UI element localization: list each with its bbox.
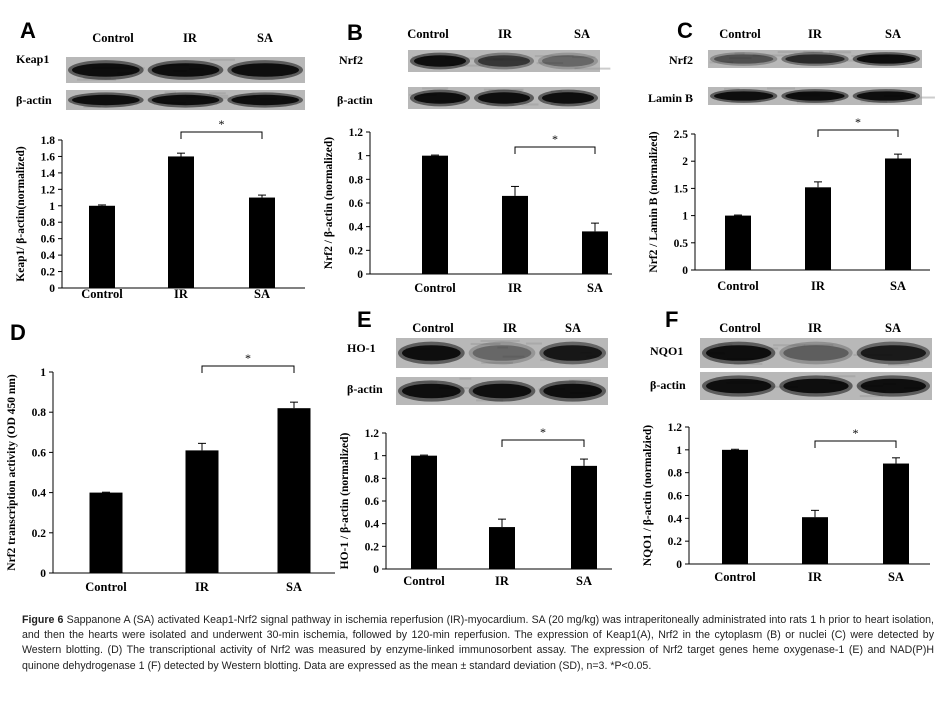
panel-e-x-tick-label: IR (495, 574, 509, 588)
panel-f-y-tick-label: 1 (676, 444, 682, 457)
figure-caption (22, 613, 934, 674)
panel-e-y-tick-label: 0.6 (364, 496, 379, 508)
panel-d (6, 320, 335, 594)
panel-e-bar (571, 466, 597, 569)
panel-a-y-tick-label: 0 (49, 283, 55, 295)
panel-b-blot-label: β-actin (337, 93, 373, 107)
panel-a-y-tick-label: 1.6 (40, 151, 55, 164)
caption-text: Sappanone A (SA) activated Keap1-Nrf2 signal pathway in ischemia reperfusion (IR)-myocardium. SA (20 mg/kg) was intraperitoneally administrated into rats 1 h prior to heart isolation, and then the hearts were isolated and underwent 30-min ischemia, followed by 120-min reperfusion. The expression of Keap1(A), Nrf2 in the cytoplasm (B) or nuclei (C) were detected by Western blotting. (D) The transcriptional activity of Nrf2 was measured by enzyme-linked immunosorbent assay. The expression of Nrf2 target genes heme oxygenase-1 (E) and NAD(P)H quinone dehydrogenase 1 (F) detected by Western blotting. Data are expressed as the mean ± standard deviation (SD), n=3. *P<0.05. (22, 614, 934, 672)
panel-e-wb-band (543, 384, 602, 399)
panel-e-wb-band (473, 384, 532, 399)
panel-e-y-tick-label: 0.2 (364, 541, 379, 554)
panel-a-y-tick-label: 0.2 (40, 266, 55, 279)
panel-e-wb-band (402, 384, 461, 399)
panel-a-y-tick-label: 0.4 (40, 250, 55, 263)
panel-b-y-tick-label: 1 (357, 150, 363, 163)
panel-f-y-tick-label: 0.8 (667, 467, 682, 480)
panel-c-significance-bracket (818, 130, 898, 137)
panel-e-wb-band (543, 345, 602, 361)
panel-a-lane-label: IR (183, 31, 197, 45)
panel-c-bar (805, 187, 831, 270)
panel-d-x-tick-label: Control (85, 580, 127, 594)
panel-f-blot-label: β-actin (650, 378, 686, 392)
panel-c-lane-label: SA (885, 27, 901, 41)
panel-f (642, 307, 932, 584)
panel-d-y-tick-label: 1 (40, 367, 46, 379)
panel-e-lane-label: SA (565, 321, 581, 335)
panel-a-y-tick-label: 0.8 (40, 217, 55, 230)
panel-a-wb-noise (209, 92, 226, 94)
panel-b-y-tick-label: 0.4 (348, 221, 363, 234)
panel-b-y-tick-label: 0 (357, 269, 363, 281)
panel-b-bar (502, 196, 528, 274)
panel-a-significance-label: * (218, 117, 225, 131)
panel-a-letter: A (20, 18, 36, 43)
panel-d-y-tick-label: 0.2 (31, 527, 46, 540)
panel-e-y-tick-label: 0.8 (364, 473, 379, 486)
panel-c-x-tick-label: SA (890, 279, 906, 293)
panel-a-bar (89, 206, 115, 288)
panel-c-wb-band (714, 91, 773, 100)
panel-c-y-tick-label: 1.5 (673, 183, 688, 196)
panel-b-y-tick-label: 0.8 (348, 174, 363, 187)
panel-a-y-tick-label: 0.6 (40, 233, 55, 246)
panel-b-bar (582, 231, 608, 274)
panel-e-wb-band (402, 345, 461, 361)
panel-e-bar (489, 527, 515, 569)
panel-b-wb-band (542, 55, 594, 66)
panel-f-wb-band (783, 379, 848, 394)
panel-e-y-axis-label: HO-1 / β-actin (normalized) (339, 432, 351, 570)
panel-b-y-tick-label: 0.2 (348, 245, 363, 258)
panel-b-wb-band (478, 55, 530, 66)
panel-f-y-tick-label: 0 (676, 559, 682, 571)
panel-d-bar (278, 408, 311, 573)
panel-f-lane-label: SA (885, 321, 901, 335)
panel-a-y-tick-label: 1 (49, 200, 55, 213)
panel-b-significance-label: * (552, 132, 558, 146)
panel-f-y-tick-label: 0.6 (667, 490, 682, 503)
panel-e-blot-label: β-actin (347, 382, 383, 396)
panel-e-y-tick-label: 1 (373, 450, 379, 463)
panel-c-wb-band (785, 54, 844, 63)
panel-d-bar (90, 493, 123, 573)
panel-c-y-tick-label: 2 (682, 156, 688, 169)
panel-b-lane-label: IR (498, 27, 512, 41)
panel-c-bar (725, 216, 751, 270)
panel-c-wb-band (714, 54, 773, 63)
panel-d-y-tick-label: 0.6 (31, 447, 46, 460)
panel-a-lane-label: SA (257, 31, 273, 45)
panel-b-significance-bracket (515, 147, 595, 154)
panel-a (15, 18, 305, 301)
panel-c-blot-label: Lamin B (648, 91, 694, 105)
panel-c-y-tick-label: 0.5 (673, 237, 688, 250)
panel-e-y-tick-label: 0 (373, 564, 379, 576)
panel-c-wb-band (857, 91, 916, 100)
panel-f-lane-label: Control (719, 321, 761, 335)
panel-a-lane-label: Control (92, 31, 134, 45)
panel-b-x-tick-label: Control (414, 281, 456, 295)
panel-b-lane-label: SA (574, 27, 590, 41)
panel-d-significance-label: * (245, 351, 251, 365)
panel-d-x-tick-label: SA (286, 580, 302, 594)
panel-f-y-tick-label: 0.4 (667, 513, 682, 526)
panel-f-y-tick-label: 1.2 (667, 422, 682, 434)
panel-c-wb-band (857, 54, 916, 63)
panel-b-x-tick-label: SA (587, 281, 603, 295)
panel-a-y-tick-label: 1.8 (40, 135, 55, 147)
panel-b-wb-band (414, 92, 466, 103)
panel-f-wb-band (861, 379, 926, 394)
panel-f-x-tick-label: IR (808, 570, 822, 584)
panel-f-lane-label: IR (808, 321, 822, 335)
panel-a-bar (249, 198, 275, 288)
panel-b-y-tick-label: 0.6 (348, 198, 363, 210)
panel-e-wb-noise (459, 378, 471, 380)
panel-a-y-axis-label: Keap1/ β-actin(normalized) (15, 146, 27, 282)
panel-e-significance-bracket (502, 440, 584, 447)
panel-c-y-axis-label: Nrf2 / Lamin B (normalized) (648, 131, 660, 273)
panel-c-y-tick-label: 2.5 (673, 129, 688, 141)
panel-e-bar (411, 456, 437, 569)
panel-f-blot-label: NQO1 (650, 344, 684, 358)
panel-f-letter: F (665, 307, 679, 332)
panel-c-bar (885, 158, 911, 270)
panel-b-wb-band (414, 55, 466, 66)
panel-a-significance-bracket (181, 132, 262, 139)
panel-a-wb-band (231, 63, 299, 77)
panel-b-y-tick-label: 1.2 (348, 127, 363, 139)
panel-f-wb-band (706, 345, 771, 361)
panel-b-y-axis-label: Nrf2 / β-actin (normalized) (323, 136, 335, 270)
panel-c-blot-label: Nrf2 (669, 53, 693, 67)
panel-d-letter: D (10, 320, 26, 345)
panel-e-letter: E (357, 307, 372, 332)
panel-a-wb-band (152, 63, 220, 77)
caption-label: Figure 6 (22, 614, 64, 626)
panel-c-lane-label: Control (719, 27, 761, 41)
panel-e-x-tick-label: Control (403, 574, 445, 588)
panel-f-bar (883, 464, 909, 564)
panel-a-y-tick-label: 1.2 (40, 184, 55, 197)
panel-b-bar (422, 156, 448, 274)
panel-e-y-tick-label: 0.4 (364, 518, 379, 531)
panel-d-y-tick-label: 0 (40, 568, 46, 580)
panel-e-significance-label: * (540, 425, 546, 439)
panel-a-wb-band (152, 95, 220, 105)
panel-f-y-tick-label: 0.2 (667, 536, 682, 549)
panel-f-significance-bracket (815, 441, 896, 448)
panel-a-wb-band (231, 95, 299, 105)
panel-c-significance-label: * (855, 115, 861, 129)
panel-a-wb-band (72, 63, 140, 77)
panel-c-x-tick-label: IR (811, 279, 825, 293)
panel-a-x-tick-label: IR (174, 287, 188, 301)
panel-d-x-tick-label: IR (195, 580, 209, 594)
panel-d-y-tick-label: 0.8 (31, 407, 46, 420)
panel-b-lane-label: Control (407, 27, 449, 41)
panel-b (323, 20, 612, 295)
panel-f-bar (722, 450, 748, 564)
panel-c-letter: C (677, 18, 693, 43)
panel-e-wb-noise (526, 343, 542, 345)
panel-a-x-tick-label: SA (254, 287, 270, 301)
panel-e-lane-label: Control (412, 321, 454, 335)
panel-d-significance-bracket (202, 366, 294, 373)
panel-c-y-tick-label: 0 (682, 265, 688, 277)
panel-a-bar (168, 156, 194, 288)
panel-c-lane-label: IR (808, 27, 822, 41)
panel-c-wb-noise (767, 87, 795, 89)
panel-e-x-tick-label: SA (576, 574, 592, 588)
panel-d-y-tick-label: 0.4 (31, 487, 46, 500)
panel-e-y-tick-label: 1.2 (364, 428, 379, 440)
panel-a-y-tick-label: 1.4 (40, 167, 55, 180)
panel-c-y-tick-label: 1 (682, 210, 688, 223)
panel-b-wb-band (542, 92, 594, 103)
panel-f-significance-label: * (852, 426, 859, 440)
panel-a-x-tick-label: Control (81, 287, 123, 301)
panel-e-lane-label: IR (503, 321, 517, 335)
panel-c-wb-noise (829, 51, 851, 53)
panel-d-y-axis-label: Nrf2 transcription activity (OD 450 nm) (6, 374, 18, 571)
panel-b-letter: B (347, 20, 363, 45)
panel-a-blot-label: β-actin (16, 93, 52, 107)
panel-f-x-tick-label: Control (714, 570, 756, 584)
panel-f-x-tick-label: SA (888, 570, 904, 584)
panel-f-wb-band (783, 345, 848, 361)
panel-d-bar (186, 450, 219, 573)
panel-a-wb-noise (210, 59, 235, 61)
panel-e-wb-band (473, 345, 532, 361)
panel-f-y-axis-label: NQO1 / β-actin (normalzied) (642, 424, 654, 567)
panel-f-wb-band (706, 379, 771, 394)
panel-b-x-tick-label: IR (508, 281, 522, 295)
panel-e-blot-label: HO-1 (347, 341, 376, 355)
panel-f-bar (802, 517, 828, 564)
panel-a-wb-band (72, 95, 140, 105)
panel-c (648, 18, 935, 293)
panel-c-x-tick-label: Control (717, 279, 759, 293)
panel-a-blot-label: Keap1 (16, 52, 50, 66)
panel-c-wb-band (785, 91, 844, 100)
panel-f-wb-band (861, 345, 926, 361)
panel-b-wb-noise (422, 87, 448, 89)
panel-e (339, 307, 612, 588)
panel-b-wb-band (478, 92, 530, 103)
panel-b-blot-label: Nrf2 (339, 53, 363, 67)
